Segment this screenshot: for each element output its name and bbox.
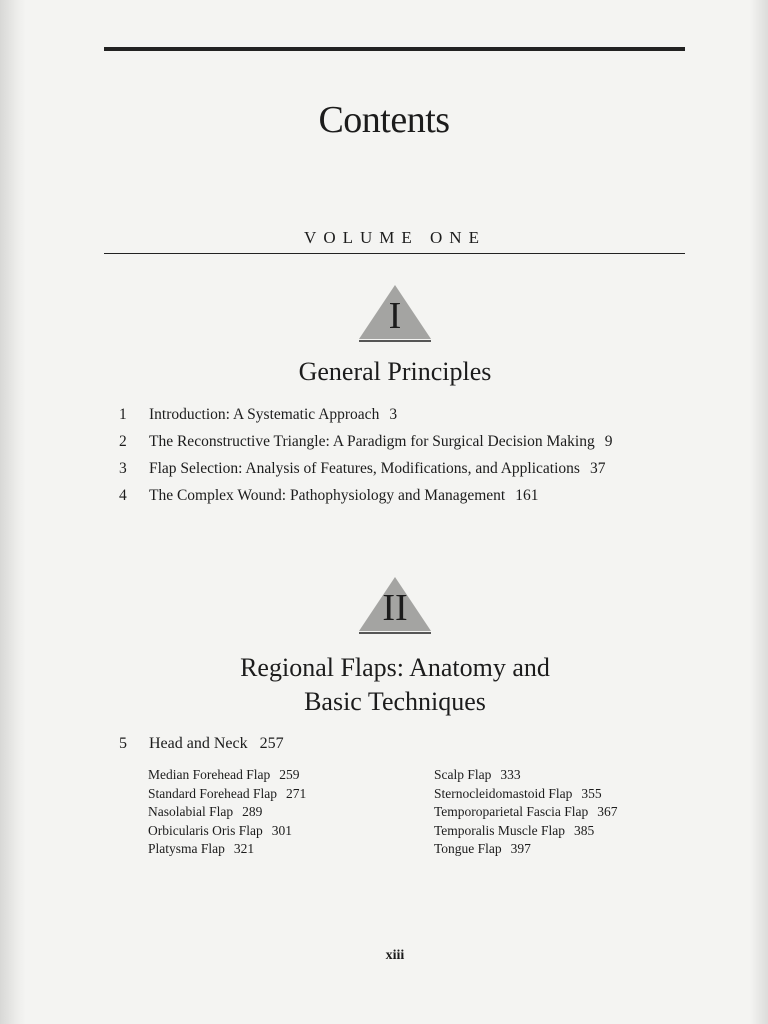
flap-name: Orbicularis Oris Flap — [148, 822, 263, 838]
flap-page: 301 — [271, 822, 292, 838]
part-one-numeral: I — [388, 295, 402, 337]
toc-entry[interactable] — [119, 433, 612, 451]
chapter-title: Head and Neck — [149, 735, 248, 752]
chapter-number: 5 — [119, 735, 127, 752]
chapter-title: The Complex Wound: Pathophysiology and Management — [149, 487, 506, 504]
flap-page: 321 — [233, 841, 255, 856]
chapter-page: 3 — [389, 406, 398, 423]
chapter-title: The Reconstructive Triangle: A Paradigm for Surgical Decision Making — [149, 433, 595, 450]
chapter-number: 2 — [119, 433, 127, 450]
chapter-number: 1 — [119, 406, 127, 423]
part-two-title-line-1: Regional Flaps: Anatomy and — [240, 653, 550, 682]
flap-name: Sternocleidomastoid Flap — [434, 785, 573, 801]
flap-page: 289 — [242, 804, 263, 819]
part-one-title: General Principles — [298, 357, 492, 386]
flap-entry[interactable] — [434, 785, 618, 804]
flap-entry[interactable] — [148, 822, 306, 841]
chapter-title: Introduction: A Systematic Approach — [149, 406, 380, 423]
flap-page: 397 — [510, 841, 531, 856]
flap-page: 367 — [597, 804, 618, 819]
part-two-numeral: II — [382, 587, 408, 629]
flap-list-right — [434, 766, 618, 859]
flap-name: Platysma Flap — [148, 841, 225, 856]
flap-entry[interactable] — [434, 840, 618, 859]
page-number: xiii — [385, 948, 405, 963]
flap-page: 271 — [285, 785, 307, 801]
flap-page: 259 — [279, 767, 300, 782]
chapter-page: 257 — [259, 735, 284, 752]
chapter-page: 9 — [604, 433, 613, 450]
page-title: Contents — [318, 99, 450, 141]
chapter-number: 3 — [119, 460, 127, 477]
top-double-rule — [104, 47, 685, 51]
toc-entry[interactable] — [119, 735, 284, 753]
part-two-marker — [355, 575, 435, 637]
toc-entry[interactable] — [119, 460, 605, 478]
volume-rule — [104, 253, 685, 254]
chapter-page: 37 — [589, 460, 606, 477]
flap-entry[interactable] — [148, 766, 306, 785]
flap-entry[interactable] — [434, 766, 618, 785]
flap-name: Temporoparietal Fascia Flap — [434, 804, 589, 819]
flap-page: 333 — [500, 767, 521, 782]
flap-list-left — [148, 766, 306, 859]
flap-entry[interactable] — [148, 840, 306, 859]
flap-name: Temporalis Muscle Flap — [434, 822, 566, 838]
part-one-marker — [355, 283, 435, 345]
volume-heading: VOLUME ONE — [304, 228, 486, 247]
page-edge-shadow — [750, 0, 768, 1024]
flap-name: Tongue Flap — [434, 841, 502, 856]
flap-entry[interactable] — [434, 822, 618, 841]
flap-page: 385 — [574, 822, 595, 838]
chapter-number: 4 — [119, 487, 127, 504]
chapter-title: Flap Selection: Analysis of Features, Modifications, and Applications — [149, 460, 580, 477]
chapter-page: 161 — [515, 487, 539, 504]
flap-name: Nasolabial Flap — [148, 804, 234, 819]
page-gutter-shadow — [0, 0, 26, 1024]
flap-page: 355 — [581, 785, 602, 801]
flap-entry[interactable] — [148, 785, 306, 804]
flap-entry[interactable] — [148, 803, 306, 822]
flap-name: Scalp Flap — [434, 767, 492, 782]
part-two-title-line-2: Basic Techniques — [304, 687, 486, 716]
toc-entry[interactable] — [119, 487, 538, 505]
flap-name: Standard Forehead Flap — [148, 785, 277, 801]
flap-entry[interactable] — [434, 803, 618, 822]
flap-name: Median Forehead Flap — [148, 767, 271, 782]
toc-entry[interactable] — [119, 406, 397, 424]
